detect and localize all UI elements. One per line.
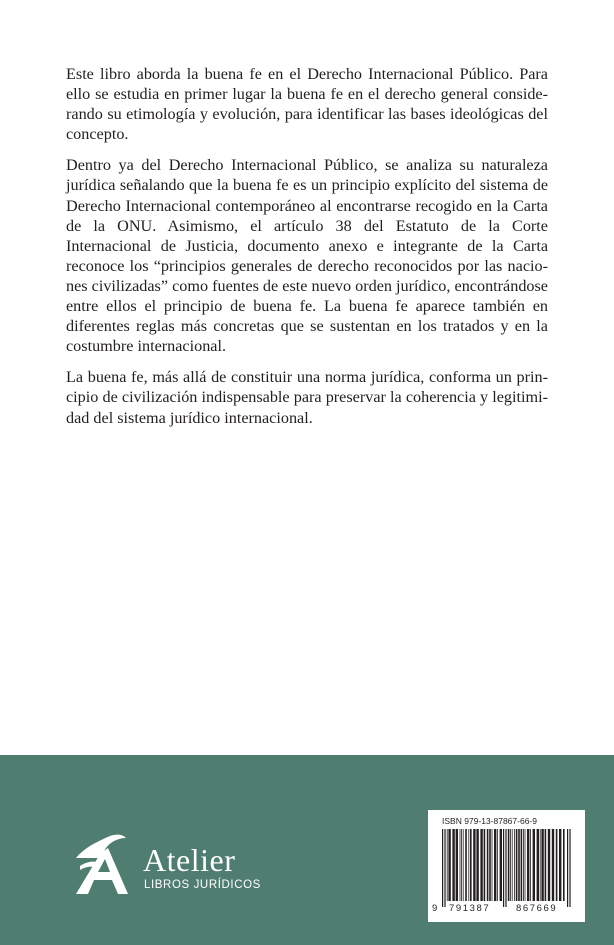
barcode-bar (567, 829, 568, 907)
barcode-bar (540, 829, 541, 901)
barcode-bar (548, 829, 550, 901)
barcode-bar (521, 829, 523, 901)
barcode-bar (492, 829, 493, 901)
barcode-bar (468, 829, 469, 901)
publisher-subtitle: LIBROS JURÍDICOS (144, 879, 261, 891)
barcode-bar (444, 829, 445, 907)
barcode-bar (545, 829, 547, 901)
barcode-bar (541, 829, 543, 901)
barcode-bar (556, 829, 558, 901)
publisher-name: Atelier (143, 842, 236, 878)
paragraph-1: Este libro aborda la buena fe en el Derecho Internacional Público. Para ello se estudia en primer lugar la buena fe en el derecho general considerando su etimología y evolución, para identificar las bases ideológicas del concepto. (66, 65, 548, 144)
atelier-logo-icon (70, 828, 132, 898)
barcode-digits-left: 791387 (449, 903, 491, 914)
barcode-digit-first: 9 (432, 903, 439, 914)
barcode-bar (505, 829, 506, 907)
barcode-bar (512, 829, 513, 901)
barcode-bar (480, 829, 482, 901)
barcode-bar (533, 829, 535, 901)
barcode-bar (563, 829, 565, 901)
barcode-bar (489, 829, 491, 901)
barcode-bar (508, 829, 510, 901)
barcode-bar (503, 829, 504, 907)
barcode-panel (428, 810, 585, 922)
barcode-bar (447, 829, 448, 901)
barcode-bar (448, 829, 450, 901)
barcode-bar (514, 829, 515, 901)
paragraph-2: Dentro ya del Derecho Internacional Público, se analiza su naturaleza jurídica señalando que la buena fe es un principio explícito del sistema de Derecho Internacional contemporáneo al encontrarse recogido en la Carta de la ONU. Asimismo, el artículo 38 del Estatuto de la Corte Internacional de Justicia, documento anexo e integrante de la Carta reconoce los “principios generales de derecho reconocidos por las naciones civilizadas” como fuentes de este nuevo orden jurídico, encontrándose entre ellos el principio de buena fe. La buena fe aparece también en diferentes reglas más concretas que se sustentan en los tratados y en la costumbre internacional. (66, 156, 548, 356)
barcode-bar (473, 829, 475, 901)
barcode-bar (552, 829, 554, 901)
barcode-bar (559, 829, 561, 901)
barcode-bar (497, 829, 498, 901)
back-cover-text (66, 64, 548, 439)
barcode-bar (460, 829, 461, 901)
barcode-bar (494, 829, 496, 901)
barcode-digits-right: 867669 (516, 903, 558, 914)
barcode-bar (527, 829, 529, 901)
barcode-bar (537, 829, 539, 901)
barcode-bar (476, 829, 478, 901)
barcode-bar (569, 829, 570, 907)
barcode-bar (518, 829, 520, 901)
barcode-icon (438, 829, 578, 909)
barcode-digits (432, 903, 582, 915)
barcode-bar (510, 829, 511, 901)
barcode-bar (442, 829, 443, 907)
barcode-bar (500, 829, 502, 901)
barcode-bar (530, 829, 531, 901)
barcode-bar (452, 829, 454, 901)
barcode-bar (465, 829, 467, 901)
paragraph-3: La buena fe, más allá de constituir una norma jurídica, conforma un principio de civilización indispensable para preservar la coherencia y legitimidad del sistema jurídico internacional. (66, 368, 548, 427)
barcode-bar (516, 829, 518, 901)
barcode-bar (525, 829, 526, 901)
barcode-bar (463, 829, 464, 901)
barcode-bar (456, 829, 458, 901)
barcode-bar (470, 829, 472, 901)
barcode-bar (461, 829, 462, 901)
isbn-label: ISBN 979-13-87867-66-9 (442, 816, 537, 826)
barcode-bar (484, 829, 486, 901)
barcode-bar (487, 829, 489, 901)
barcode-bar (523, 829, 524, 901)
